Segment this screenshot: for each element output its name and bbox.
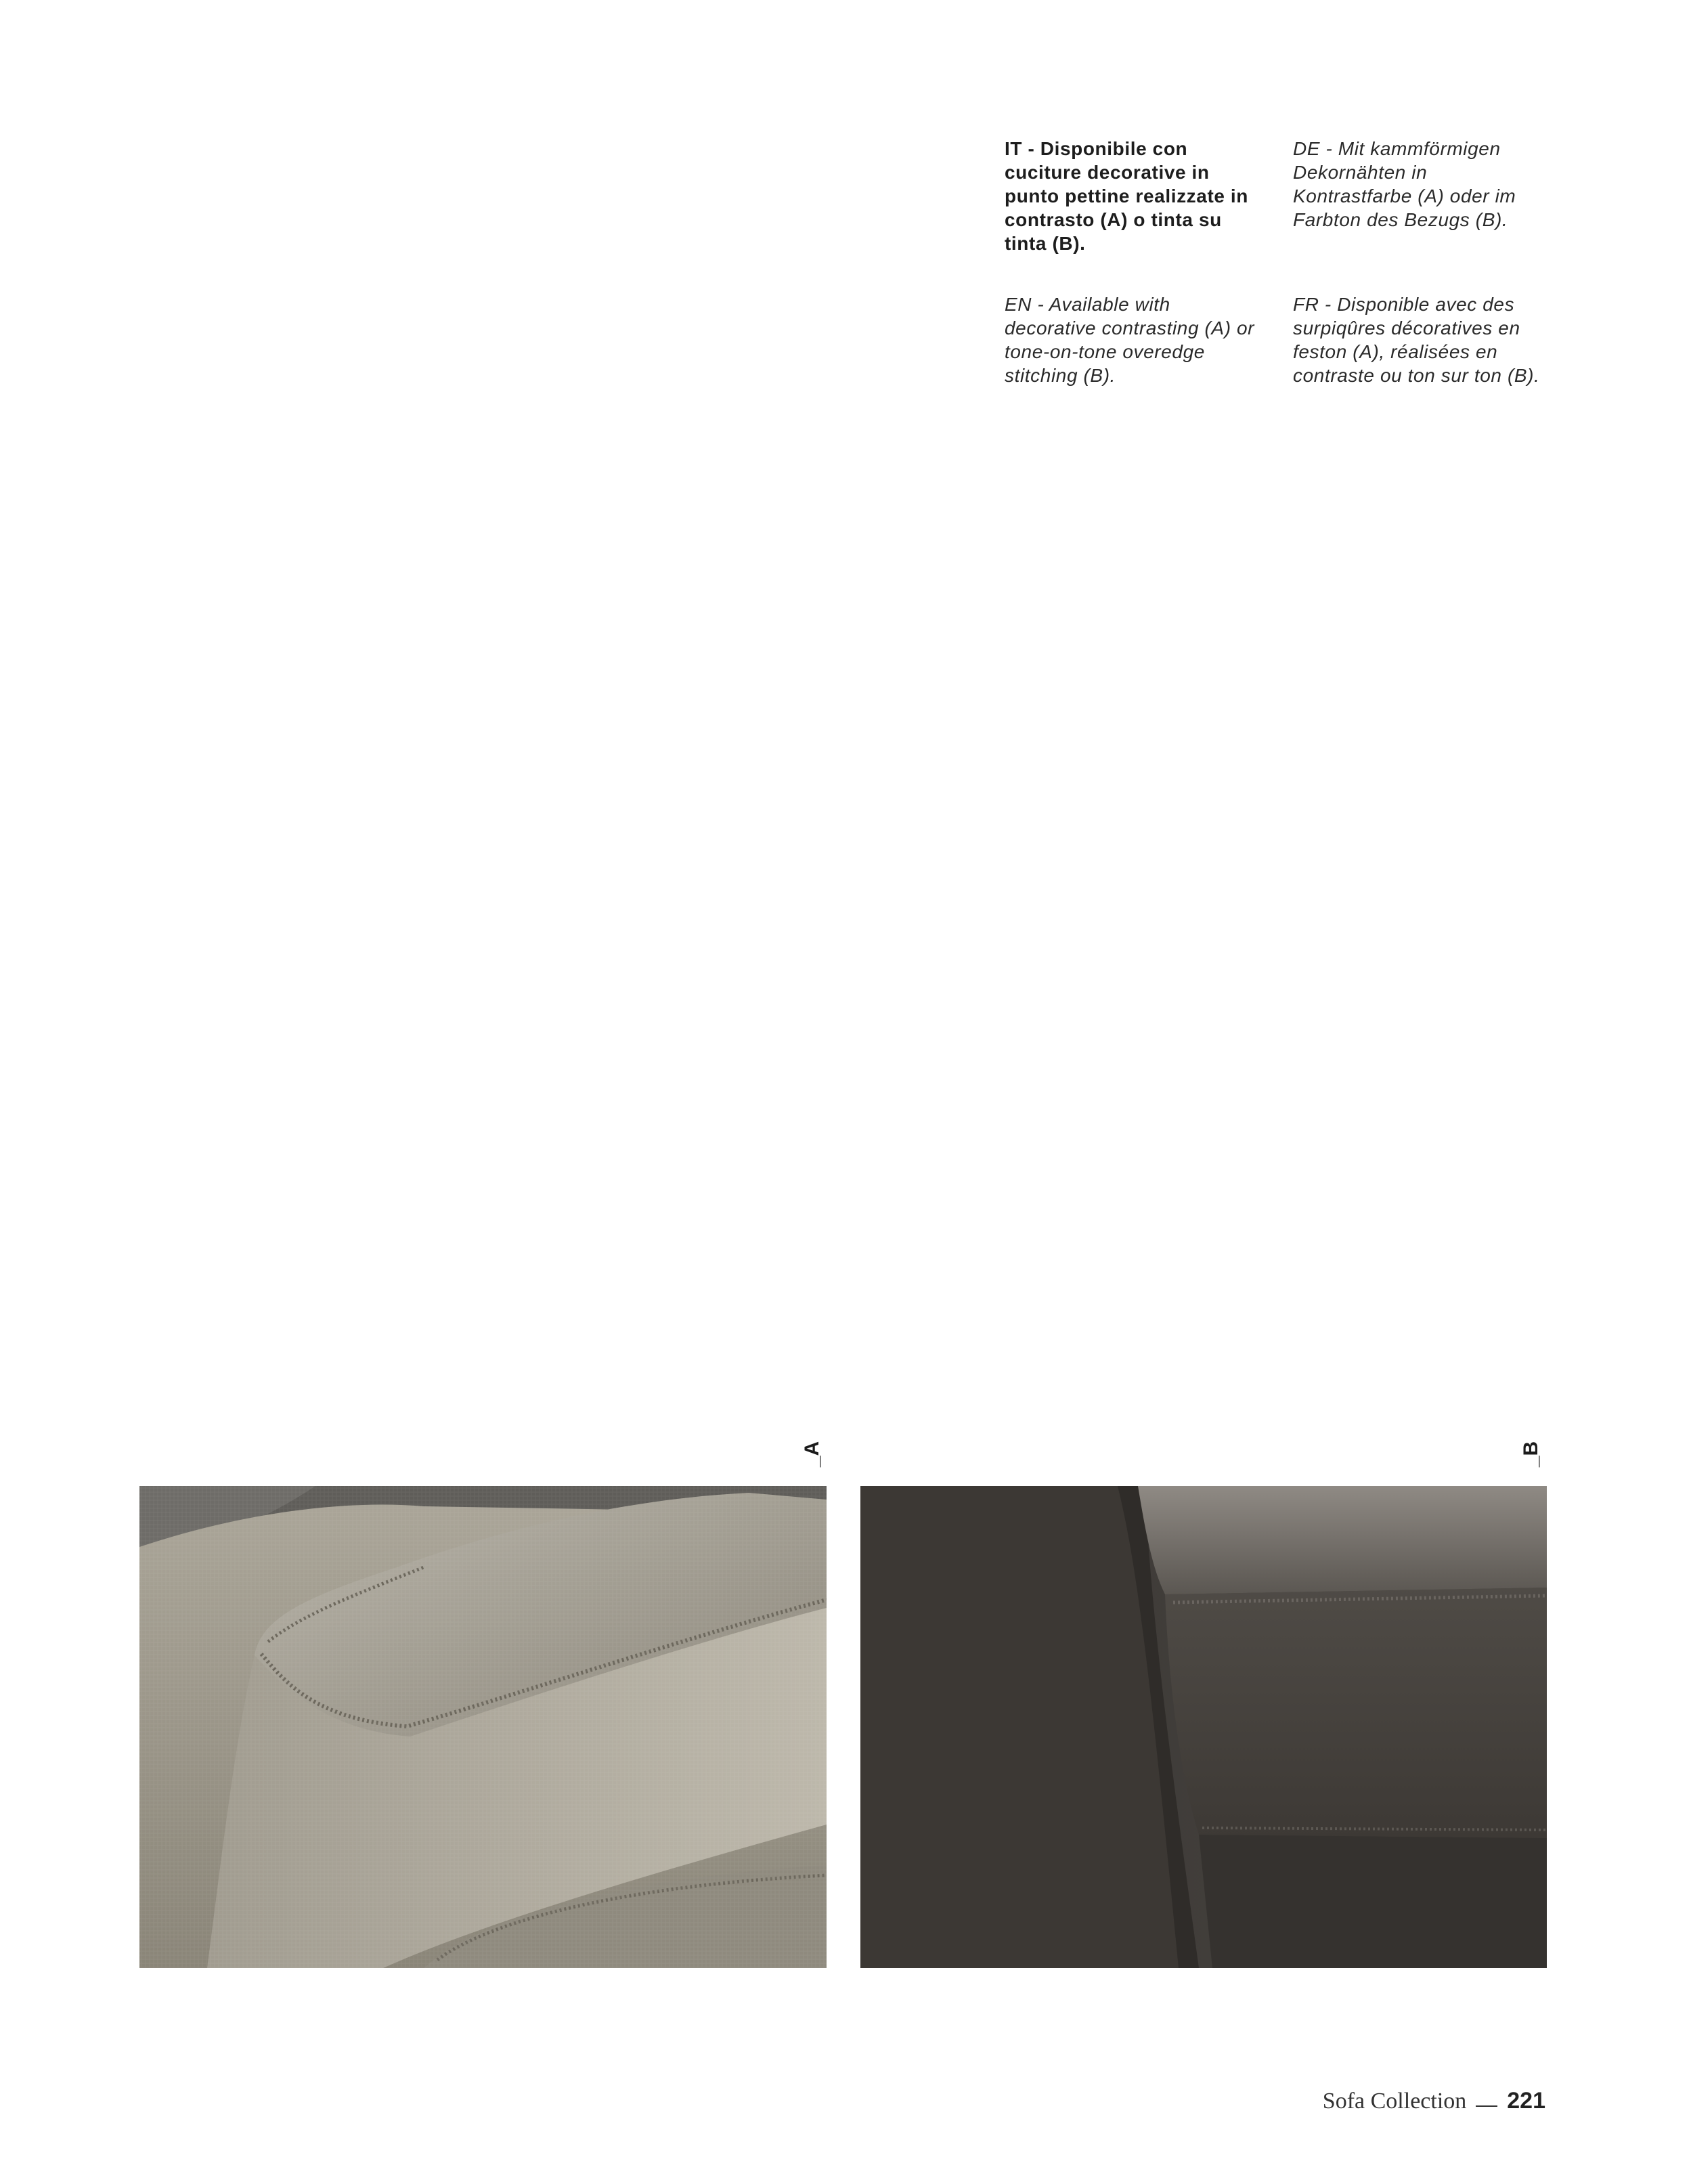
- footer-rule: [1476, 2105, 1497, 2107]
- page-footer: [1323, 2088, 1545, 2114]
- page-number: 221: [1507, 2088, 1545, 2114]
- text-fr: FR - Disponible avec des surpiqûres décoratives en feston (A), réalisées en contraste ou ton sur ton (B).: [1293, 294, 1540, 386]
- text-it: IT - Disponibile con cuciture decorative in punto pettine realizzate in contrasto (A) o tinta su tinta (B).: [1005, 138, 1249, 254]
- photo-tone-on-tone-stitching: [860, 1486, 1547, 1968]
- text-de: DE - Mit kammförmigen Dekornähten in Kontrastfarbe (A) oder im Farbton des Bezugs (B).: [1293, 138, 1516, 230]
- footer-title: Sofa Collection: [1322, 2089, 1467, 2114]
- photo-contrast-stitching: [139, 1486, 827, 1968]
- photo-b-label: _B: [1519, 1441, 1542, 1468]
- text-en: EN - Available with decorative contrasting (A) or tone-on-tone overedge stitching (B).: [1005, 294, 1255, 386]
- photo-a-label: _A: [800, 1441, 823, 1468]
